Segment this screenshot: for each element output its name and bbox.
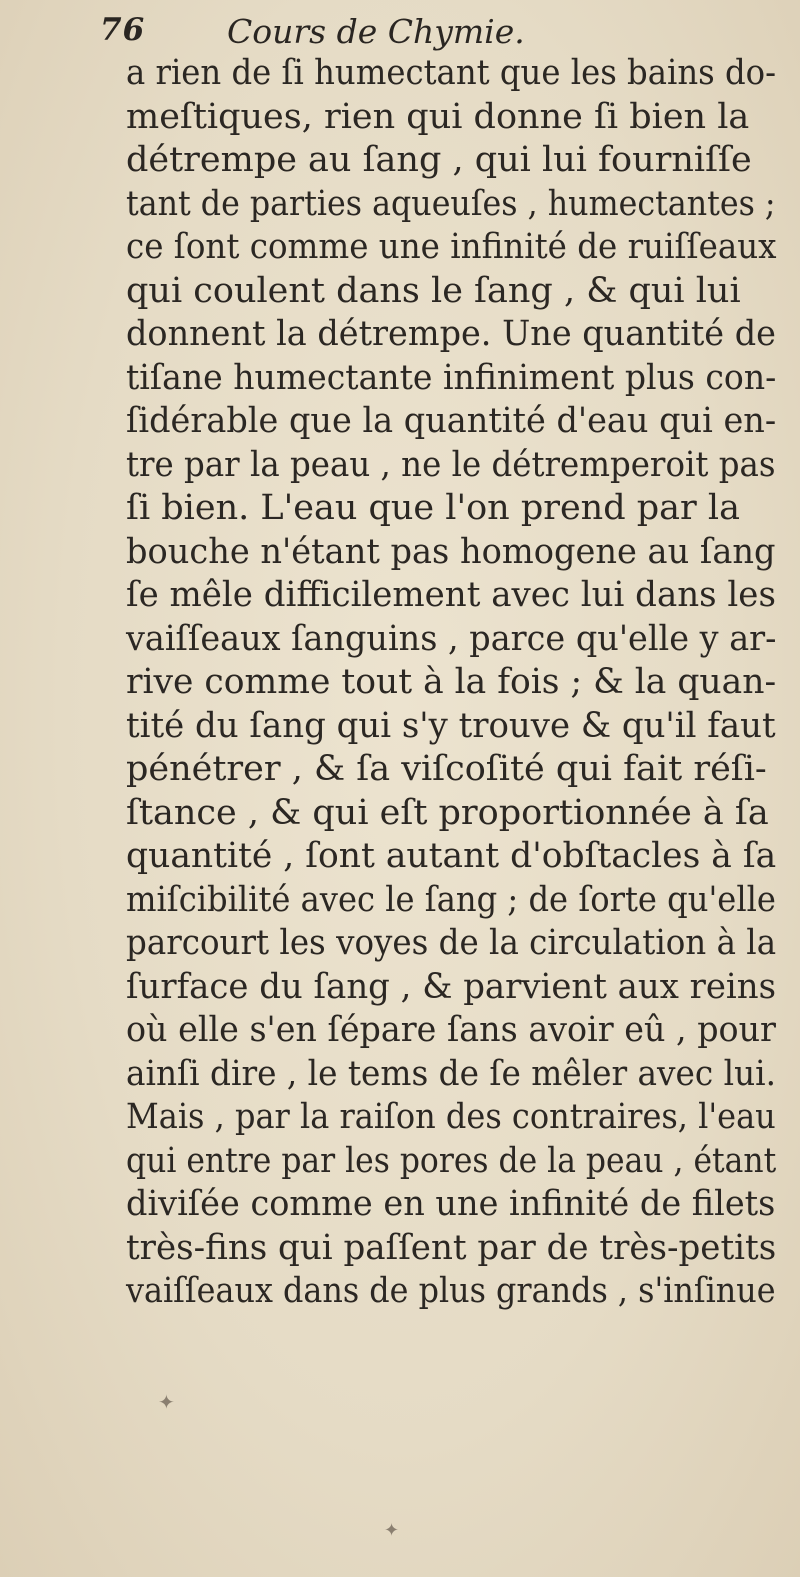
text-line: miſcibilité avec le ſang ; de ſorte qu'elle [126,879,776,920]
body-text [126,52,800,1314]
text-line: ſidérable que la quantité d'eau qui en- [126,401,777,441]
text-line: pénétrer , & ſa viſcoſité qui fait réſi- [126,749,767,789]
text-line: qui entre par les pores de la peau , étant [126,1140,777,1181]
text-line: rive comme tout à la fois ; & la quan- [126,662,777,702]
text-line: détrempe au ſang , qui lui fourniſſe [126,140,752,180]
text-line: tité du ſang qui s'y trouve & qu'il faut [126,705,776,746]
text-line: qui coulent dans le ſang , & qui lui [126,270,741,311]
text-line: a rien de ſi humectant que les bains do- [126,53,777,93]
text-line: ce ſont comme une infinité de ruiſſeaux [126,227,777,267]
text-line: ainſi dire , le tems de ſe mêler avec lui. [126,1053,777,1094]
text-line: tant de parties aqueuſes , humectantes ; [126,183,776,224]
text-line: tiſane humectante infiniment plus con- [126,357,777,398]
text-line: très-fins qui paſſent par de très-petits [126,1227,777,1268]
page-number: 76 [100,12,146,48]
text-line: où elle s'en ſépare ſans avoir eû , pour [126,1010,776,1050]
text-line: tre par la peau , ne le détremperoit pas [126,444,776,485]
text-line: diviſée comme en une infinité de filets [126,1184,776,1224]
text-line: vaiſſeaux ſanguins , parce qu'elle y ar- [126,618,777,659]
text-line: bouche n'étant pas homogene au ſang [126,531,776,572]
ink-speck-icon: ✦ [158,1390,175,1414]
text-line: ſi bien. L'eau que l'on prend par la [126,488,740,528]
text-line: quantité , ſont autant d'obſtacles à ſa [126,836,777,876]
text-line: ſurface du ſang , & parvient aux reins [126,966,777,1007]
text-line: parcourt les voyes de la circulation à la [126,923,777,963]
text-line: Mais , par la raiſon des contraires, l'eau [126,1097,776,1137]
running-title: Cours de Chymie. [227,12,525,51]
text-line: ſe mêle difficilement avec lui dans les [126,575,776,615]
text-line: donnent la détrempe. Une quantité de [126,314,776,354]
text-line: vaiſſeaux dans de plus grands , s'inſinue [126,1271,776,1311]
text-line: meſtiques, rien qui donne ſi bien la [126,96,750,137]
ink-speck-icon: ✦ [384,1520,400,1541]
text-line: ſtance , & qui eſt proportionnée à ſa [126,792,769,833]
page-header [0,6,800,56]
